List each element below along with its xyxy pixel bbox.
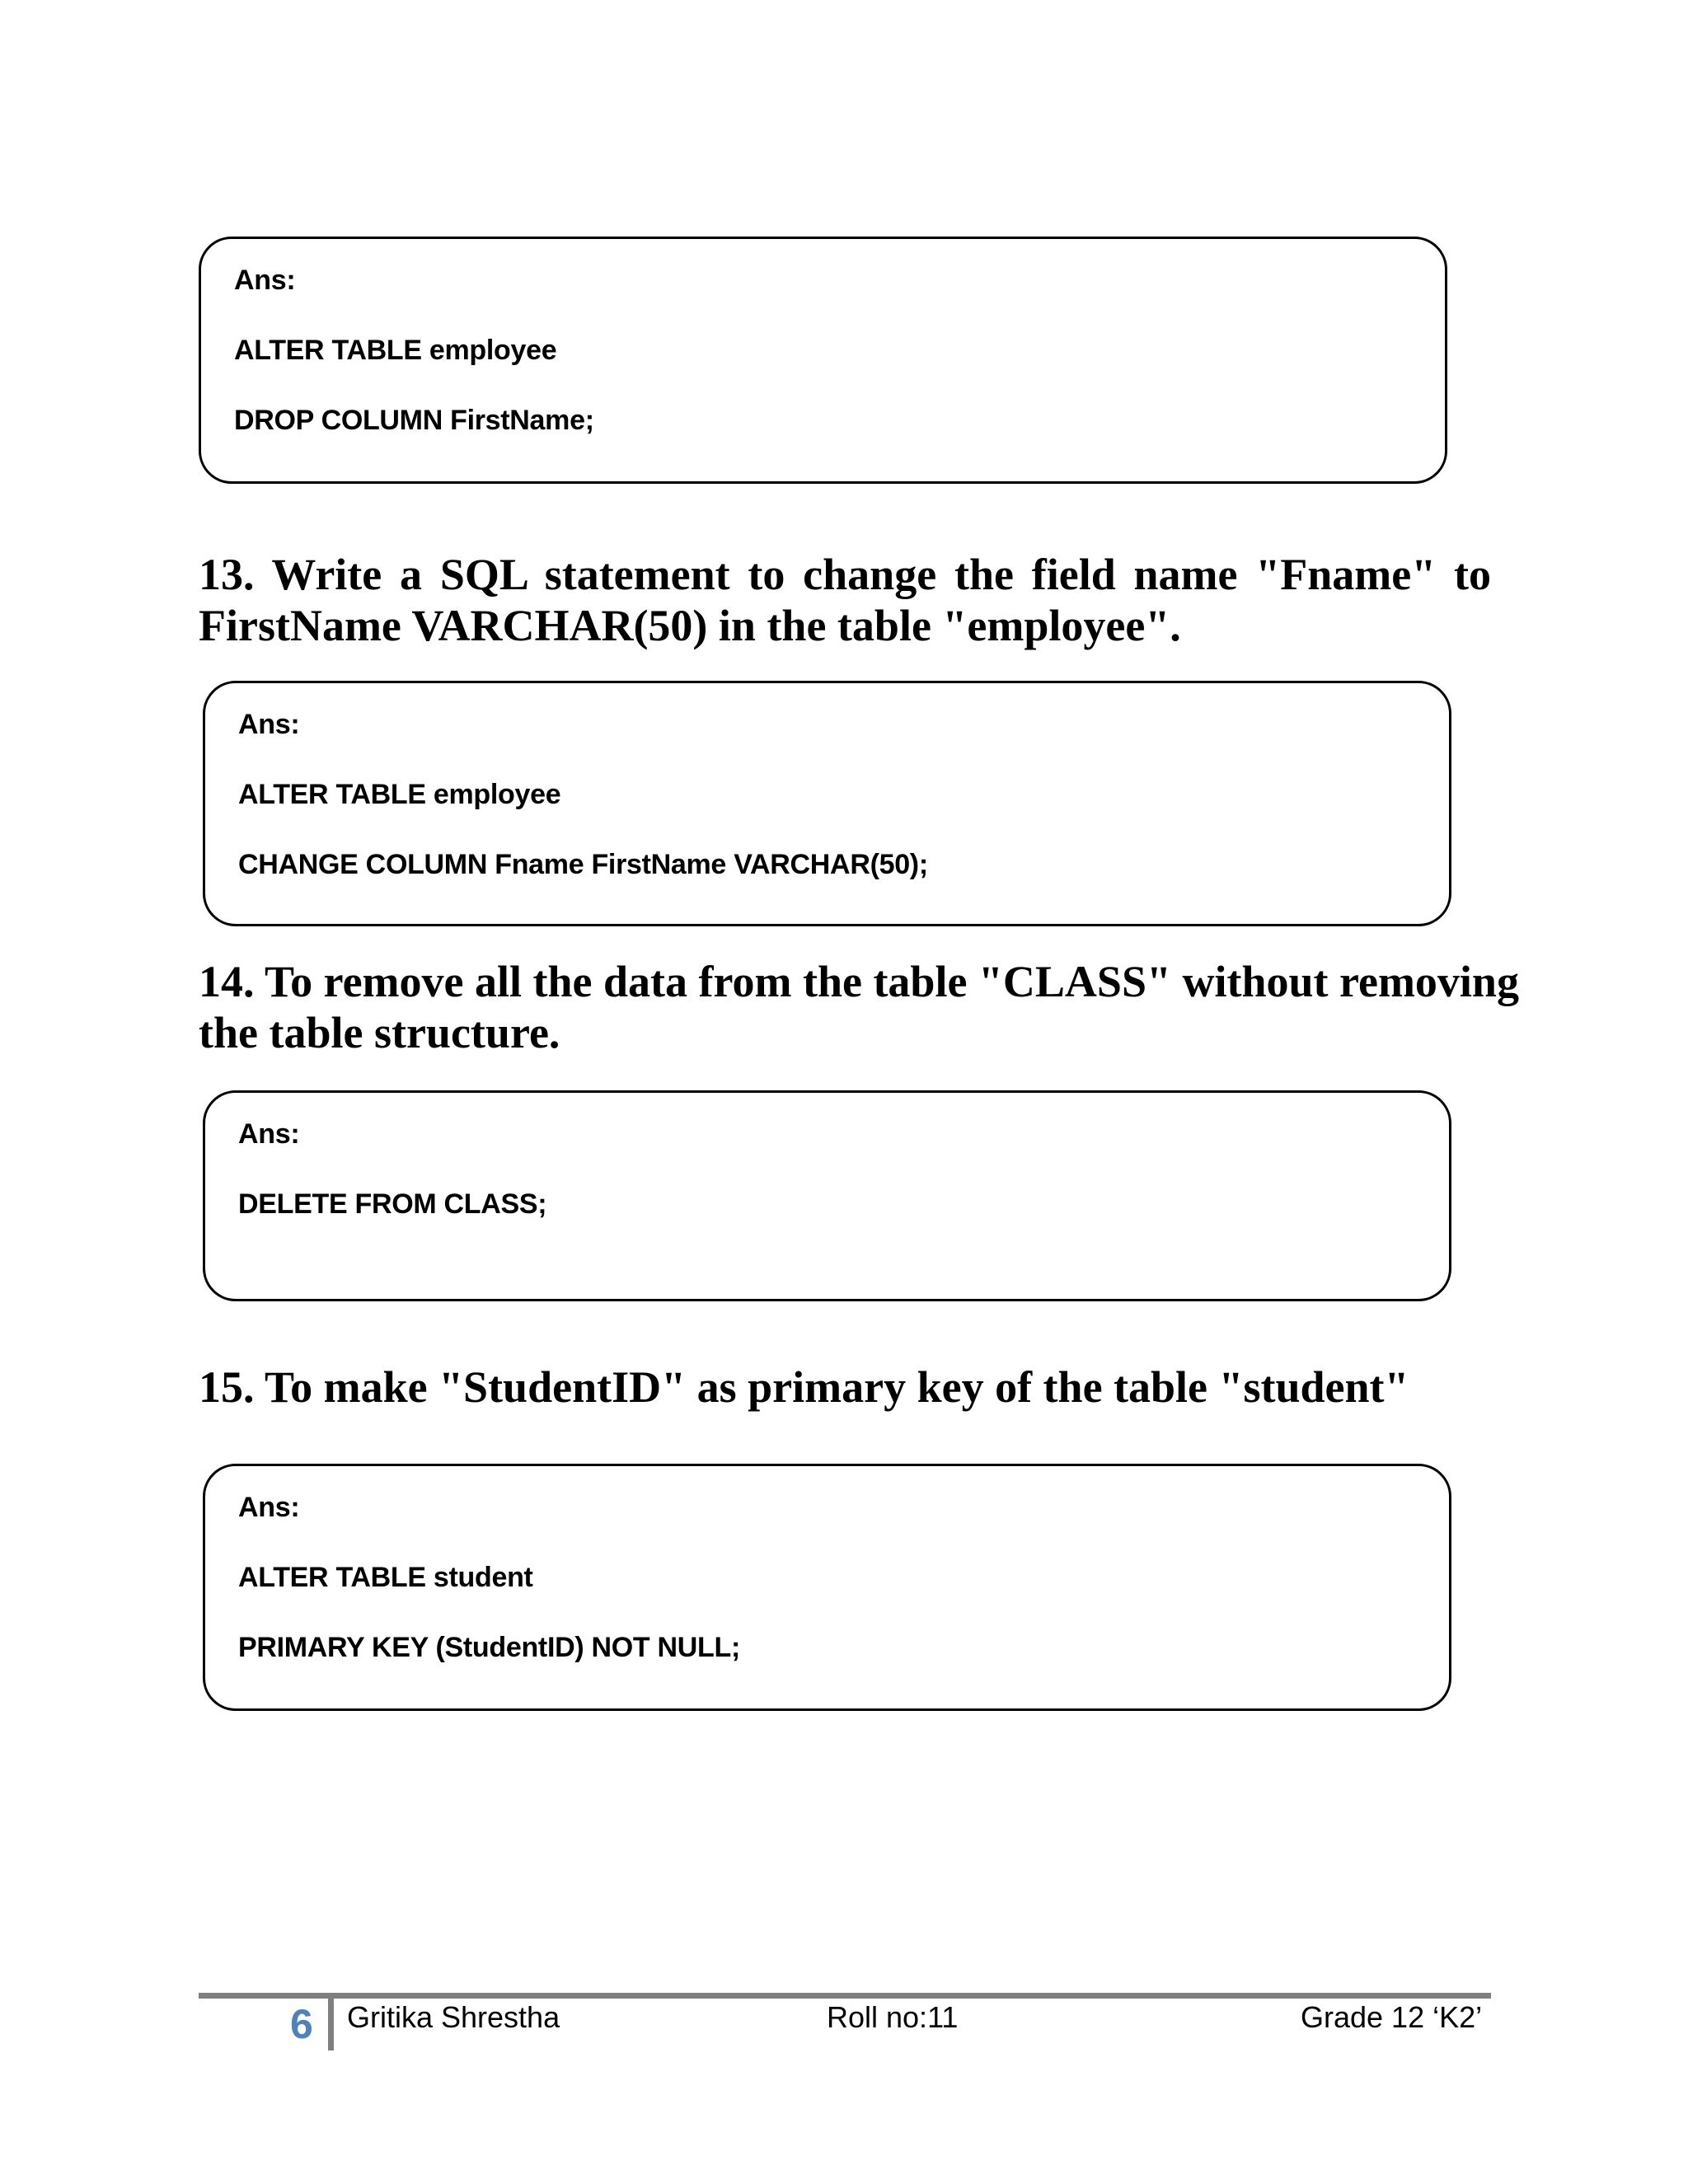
question-13 [199,549,1491,651]
answer-box-14 [203,1090,1451,1301]
question-14-line-1: 14. To remove all the data from the table "CLASS" without removing [199,957,1519,1006]
question-13-line-2: FirstName VARCHAR(50) in the table "employee". [199,601,1181,650]
answer-line: CHANGE COLUMN Fname FirstName VARCHAR(50); [238,849,928,880]
answer-line: DROP COLUMN FirstName; [234,405,594,436]
answer-line: ALTER TABLE employee [234,335,557,366]
footer-grade: Grade 12 ‘K2’ [1301,2000,1483,2034]
answer-label: Ans: [234,265,296,296]
footer-roll: Roll no:11 [827,2000,959,2034]
answer-label: Ans: [238,1118,300,1150]
question-15 [199,1361,1409,1413]
answer-box-15 [203,1464,1451,1711]
answer-box-13 [203,681,1451,926]
answer-line: ALTER TABLE student [238,1562,533,1593]
answer-box-12 [199,237,1447,484]
answer-label: Ans: [238,1492,300,1523]
answer-label: Ans: [238,709,300,740]
question-14 [199,956,1519,1058]
answer-line: DELETE FROM CLASS; [238,1188,547,1220]
page-number: 6 [290,2001,313,2047]
question-15-line-1: 15. To make "StudentID" as primary key of the table "student" [199,1362,1409,1412]
footer-author: Gritika Shrestha [347,2000,560,2034]
footer-separator [328,1996,334,2050]
question-14-line-2: the table structure. [199,1008,560,1057]
answer-line: ALTER TABLE employee [238,779,561,810]
footer-rule [199,1993,1491,1999]
answer-line: PRIMARY KEY (StudentID) NOT NULL; [238,1632,741,1663]
question-13-line-1: 13. Write a SQL statement to change the field name "Fname" to [199,550,1491,599]
